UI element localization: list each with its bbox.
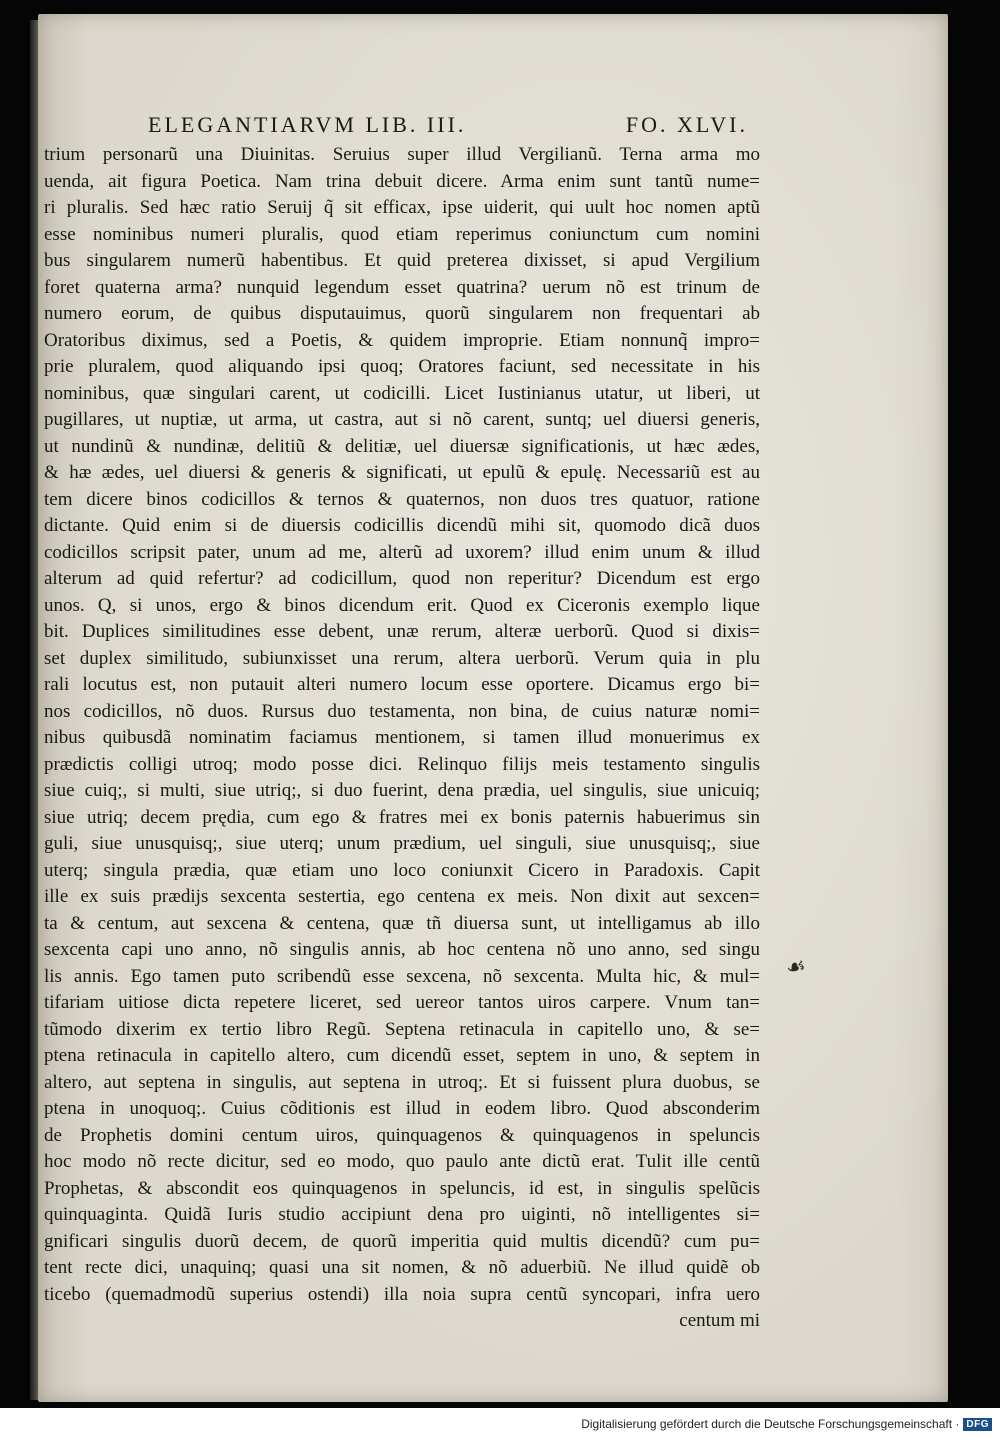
text-line: pugillares, ut nuptiæ, ut arma, ut castra, aut si nõ carent, suntq; uel diuersi generis, (44, 409, 760, 430)
text-line: siue cuiq;, si multi, siue utriq;, si duo fuerint, dena prædia, uel singulis, siue unicuiq; (44, 780, 760, 801)
dfg-logo: DFG (963, 1418, 992, 1431)
text-line: Oratoribus diximus, sed a Poetis, & quidem improprie. Etiam nonnunq̃ impro= (44, 329, 760, 351)
text-line: & hæ ædes, uel diuersi & generis & significati, ut epulũ & epulę. Necessariũ est au (44, 462, 760, 483)
text-line: nibus quibusdã nominatim faciamus mentionem, si tamen illud monuerimus ex (44, 727, 760, 748)
text-block (44, 142, 760, 1335)
folio-number: FO. XLVI. (625, 112, 748, 137)
text-line: numero eorum, de quibus disputauimus, quorũ singularem non frequentari ab (44, 303, 760, 324)
text-line: ta & centum, aut sexcena & centena, quæ tñ diuersa sunt, ut intelligamus ab illo (44, 912, 760, 934)
text-line: tent recte dici, unaquinq; quasi una sit nomen, & nõ aduerbiũ. Ne illud quidẽ ob (44, 1257, 760, 1278)
text-line: rali locutus est, non putauit alteri numero locum esse oportere. Dicamus ergo bi= (44, 674, 760, 695)
text-line: prie pluralem, quod aliquando ipsi quoq; Oratores faciunt, sed necessitate in his (44, 356, 760, 377)
funding-credit: Digitalisierung gefördert durch die Deutsche Forschungsgemeinschaft · (581, 1417, 960, 1431)
text-line: hoc modo nõ recte dicitur, sed eo modo, quo paulo ante dictũ erat. Tulit ille centũ (44, 1151, 760, 1172)
text-line: uterq; singula prædia, quæ etiam uno loco coniunxit Cicero in Paradoxis. Capit (44, 859, 760, 881)
text-line: esse nominibus numeri pluralis, quod etiam reperimus coniunctum cum nomini (44, 223, 760, 245)
text-line: dictante. Quid enim si de diuersis codicillis dicendũ mihi sit, quomodo dicã duos (44, 515, 760, 536)
text-line: trium personarũ una Diuinitas. Seruius super illud Vergilianũ. Terna arma mo (44, 144, 760, 165)
text-line: alterum ad quid refertur? ad codicillum, quod non reperitur? Dicendum est ergo (44, 568, 760, 589)
footer-bar (0, 1408, 1000, 1440)
text-line: siue utriq; decem prędia, cum ego & fratres mei ex bonis paternis habuerimus sin (44, 806, 760, 828)
text-line: tem dicere binos codicillos & ternos & quaternos, non duos tres quatuor, ratione (44, 488, 760, 510)
text-line: sexcenta capi uno anno, nõ singulis annis, ab hoc centena nõ uno anno, sed singu (44, 939, 760, 960)
text-line: tifariam uitiose dicta repetere liceret, sed uereor tantos uiros carpere. Vnum tan= (44, 992, 760, 1013)
text-line: codicillos scripsit pater, unum ad me, alterũ ad uxorem? illud enim unum & illud (44, 541, 760, 563)
text-line: ticebo (quemadmodũ superius ostendi) illa noia supra centũ syncopari, infra uero (44, 1283, 760, 1305)
text-line: ptena retinacula in capitello altero, cum dicendũ esset, septem in uno, & septem in (44, 1045, 760, 1066)
margin-flourish-icon: ☙ (783, 952, 808, 981)
text-line: set duplex similitudo, subiunxisset una rerum, altera uerborũ. Verum quia in plu (44, 647, 760, 669)
text-line: nominibus, quæ singulari carent, ut codicilli. Licet Iustinianus utatur, ut liberi, ut (44, 382, 760, 404)
text-line: ptena in unoquoq;. Cuius cõditionis est illud in eodem libro. Quod absconderim (44, 1098, 760, 1119)
text-line: lis annis. Ego tamen puto scribendũ esse sexcena, nõ sexcenta. Multa hic, & mul= (44, 965, 760, 987)
text-line: ri pluralis. Sed hæc ratio Seruij q̃ sit efficax, ipse uiderit, qui uult hoc nomen aptũ (44, 197, 760, 218)
text-line: unos. Q, si unos, ergo & binos dicendum erit. Quod ex Ciceronis exemplo lique (44, 594, 760, 616)
text-line: bus singularem numerũ habentibus. Et quid preterea dixisset, si apud Vergilium (44, 250, 760, 271)
text-line: prædictis colligi utroq; modo posse dici. Relinquo filijs meis testamento singulis (44, 753, 760, 775)
text-line: altero, aut septena in singulis, aut septena in utroq;. Et si fuissent plura duobus, se (44, 1071, 760, 1093)
text-line: quinquaginta. Quidã Iuris studio accipiunt dena pro uiginti, nõ intelligentes si= (44, 1204, 760, 1225)
text-line: ut nundinũ & nundinæ, delitiũ & delitiæ, uel diuersæ significationis, ut hæc ædes, (44, 435, 760, 457)
running-title: ELEGANTIARVM LIB. III. (148, 112, 467, 137)
text-line: uenda, ait figura Poetica. Nam trina debuit dicere. Arma enim sunt tantũ nume= (44, 170, 760, 192)
text-line: nos codicillos, nõ duos. Rursus duo testamenta, non bina, de cuius naturæ nomi= (44, 700, 760, 722)
text-line: guli, siue unusquisq;, siue uterq; unum prædium, uel singuli, siue unusquisq;, siue (44, 833, 760, 854)
text-line: tũmodo dixerim ex tertio libro Regũ. Septena retinacula in capitello uno, & se= (44, 1018, 760, 1040)
text-line: centum mi (679, 1310, 760, 1331)
text-line: bit. Duplices similitudines esse debent, unæ rerum, alteræ uerborũ. Quod si dixis= (44, 621, 760, 642)
text-line: de Prophetis domini centum uiros, quinquagenos & quinquagenos in speluncis (44, 1124, 760, 1146)
text-line: Prophetas, & abscondit eos quinquagenos in speluncis, id est, in singulis spelũcis (44, 1177, 760, 1199)
text-line: ille ex suis prædijs sexcenta sestertia, ego centena ex meis. Non dixit aut sexcen= (44, 886, 760, 907)
text-line: gnificari singulis duorũ decem, de quorũ imperitia quid multis dicendũ? cum pu= (44, 1230, 760, 1252)
text-line: foret quaterna arma? nunquid legendum esset quatrina? uerum nõ est trinum de (44, 276, 760, 298)
running-header (148, 112, 748, 142)
